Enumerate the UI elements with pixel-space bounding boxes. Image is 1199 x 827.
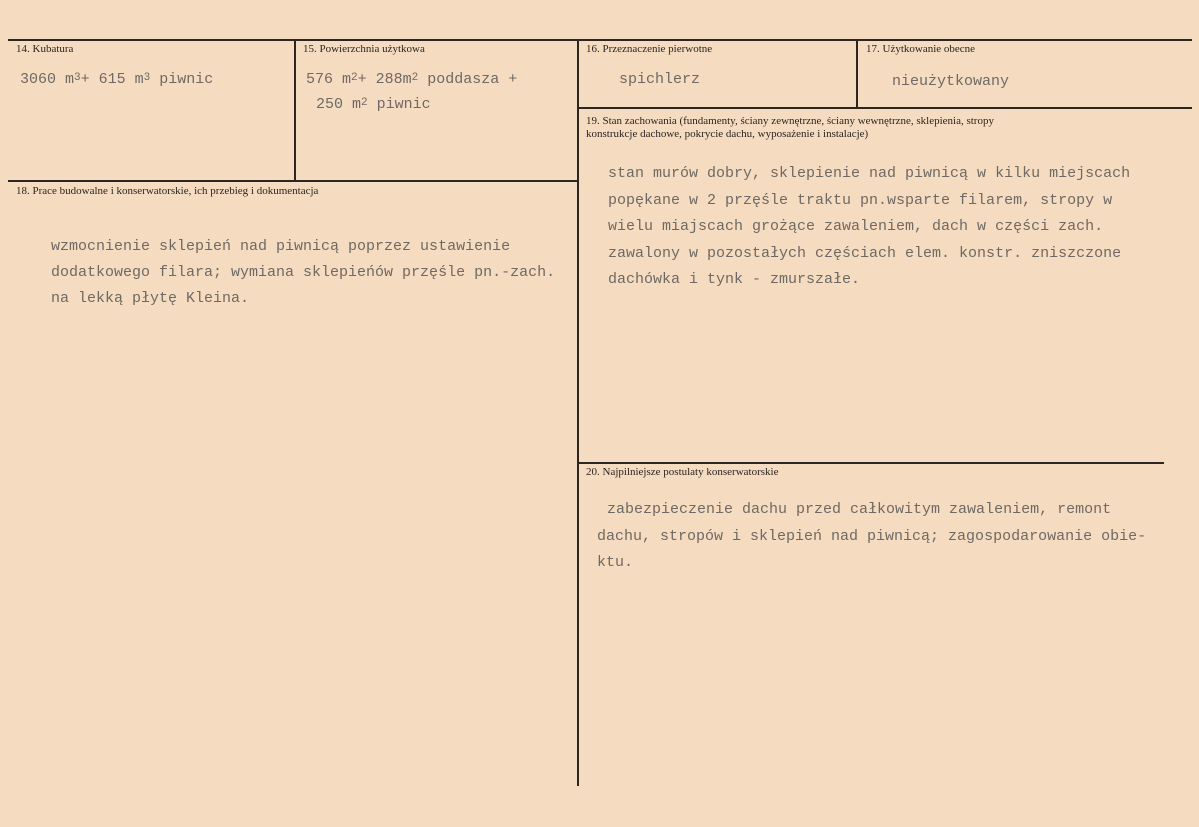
powierzchnia-exp: 2	[361, 97, 368, 109]
stan-line: popękane w 2 przęśle traktu pn.wsparte filarem, stropy w	[608, 191, 1113, 209]
stan-line: wielu miajscach grożące zawaleniem, dach w części zach.	[608, 218, 1104, 235]
prace-line: dodatkowego filara; wymiana sklepieńów przęśle pn.-zach.	[51, 264, 556, 281]
stan-label: 19. Stan zachowania (fundamenty, ściany zewnętrzne, ściany wewnętrzne, sklepienia, stropy	[586, 115, 994, 127]
powierzchnia-label: 15. Powierzchnia użytkowa	[303, 43, 425, 55]
prace-text	[51, 234, 555, 312]
kubatura-exp: 3	[143, 72, 151, 84]
powierzchnia-value-line2	[316, 96, 431, 113]
line-above-20	[578, 462, 1164, 464]
powierzchnia-part: + 288m	[357, 71, 412, 88]
postulaty-line: zabezpieczenie dachu przed całkowitym zawaleniem, remont	[607, 501, 1112, 518]
uzytkowanie-value: nieużytkowany	[892, 73, 1010, 90]
stan-line: dachówka i tynk - zmurszałe.	[608, 271, 861, 288]
divider-14-15	[294, 40, 296, 181]
uzytkowanie-label: 17. Użytkowanie obecne	[866, 43, 976, 55]
kubatura-exp: 3	[74, 72, 81, 84]
prace-label: 18. Prace budowalne i konserwatorskie, ich przebieg i dokumentacja	[16, 185, 319, 197]
powierzchnia-value-line1	[306, 71, 517, 88]
kubatura-part: 3060 m	[20, 71, 75, 88]
kubatura-label: 14. Kubatura	[16, 43, 74, 55]
stan-text	[608, 161, 1130, 294]
stan-label-2: konstrukcje dachowe, pokrycie dachu, wyposażenie i instalacje)	[586, 128, 869, 140]
line-under-14-15	[8, 180, 578, 182]
divider-16-17	[856, 40, 858, 108]
przeznaczenie-value: spichlerz	[619, 71, 701, 88]
line-under-16-17	[578, 107, 1192, 109]
powierzchnia-exp: 2	[411, 72, 419, 84]
prace-line: wzmocnienie sklepień nad piwnicą poprzez ustawienie	[51, 238, 511, 255]
postulaty-line: ktu.	[597, 554, 634, 571]
prace-line: na lekką płytę Kleina.	[51, 290, 250, 307]
divider-center	[577, 40, 579, 786]
kubatura-part: + 615 m	[80, 71, 144, 88]
powierzchnia-part: poddasza +	[418, 71, 518, 88]
powierzchnia-exp: 2	[351, 72, 358, 84]
postulaty-text	[597, 497, 1146, 577]
top-border	[8, 39, 1192, 41]
powierzchnia-part: 250 m	[316, 96, 362, 113]
postulaty-label: 20. Najpilniejsze postulaty konserwatorskie	[586, 466, 779, 478]
kubatura-part: piwnic	[150, 71, 214, 88]
powierzchnia-part: 576 m	[306, 71, 352, 88]
powierzchnia-part: piwnic	[367, 96, 431, 113]
przeznaczenie-label: 16. Przeznaczenie pierwotne	[586, 43, 713, 55]
kubatura-value	[20, 71, 213, 88]
postulaty-line: dachu, stropów i sklepień nad piwnicą; zagospodarowanie obie-	[597, 527, 1147, 545]
stan-line: zawalony w pozostałych częściach elem. konstr. zniszczone	[608, 244, 1122, 262]
stan-line: stan murów dobry, sklepienie nad piwnicą w kilku miejscach	[608, 165, 1131, 182]
